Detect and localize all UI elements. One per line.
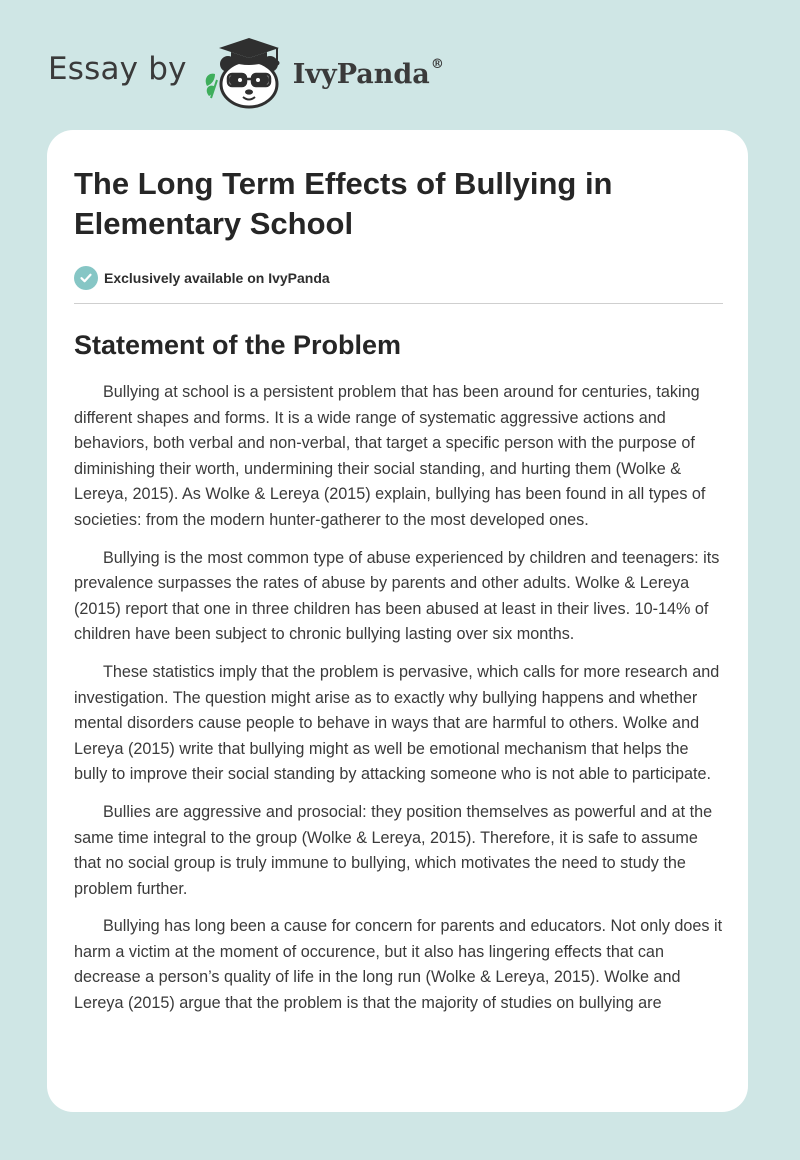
essay-content [74,164,723,1029]
brand-name[interactable] [292,56,444,90]
paragraph: Bullying is the most common type of abuse experienced by children and teenagers: its prevalence surpasses the rates of abuse by parents and other adults. Wolke & Lereya (2015) report that one in three children has been abused at least in their lives. 10-14% of children have been subject to chronic bullying lasting over six months. [74,548,720,644]
essay-card [47,130,748,1112]
paragraph: Bullying at school is a persistent problem that has been around for centuries, taking different shapes and forms. It is a wide range of systematic aggressive actions and behaviors, both verbal and non-verbal, that target a specific person with the purpose of diminishing their worth, undermining their social standing, and hurting them (Wolke & Lereya, 2015). As Wolke & Lereya (2015) explain, bullying has been found in all types of societies: from the modern hunter-gatherer to the most developed ones. [74,383,706,529]
exclusive-badge-text: Exclusively available on IvyPanda [104,270,330,286]
divider [74,303,723,304]
registered-mark: ® [430,56,444,72]
paragraph: Bullies are aggressive and prosocial: they position themselves as powerful and at the same time integral to the group (Wolke & Lereya, 2015). Therefore, it is safe to assume that no social group is truly immune to bullying, which motivates the need to study the problem further. [74,802,713,898]
essay-by-label: Essay by [48,51,187,87]
section-heading: Statement of the Problem [74,330,402,360]
exclusive-badge [74,264,723,292]
site-header [48,34,444,110]
paragraph: These statistics imply that the problem is pervasive, which calls for more research and investigation. The question might arise as to exactly why bullying happens and whether mental disorders cause people to behave in ways that are harmful to others. Wolke and Lereya (2015) write that bullying might as well be emotional mechanism that helps the bully to improve their social standing by attacking someone who is not able to participate. [74,662,720,784]
panda-graduate-icon [201,34,291,110]
essay-title: The Long Term Effects of Bullying in Elementary School [74,166,613,241]
paragraph: Bullying has long been a cause for concern for parents and educators. Not only does it harm a victim at the moment of occurence, but it also has lingering effects that can decrease a person’s quality of life in the long run (Wolke & Lereya, 2015). Wolke and Lereya (2015) argue that the problem is that the majority of studies on bullying are [74,917,723,1013]
checkmark-icon [74,266,98,290]
brand-text: IvyPanda [292,58,430,90]
